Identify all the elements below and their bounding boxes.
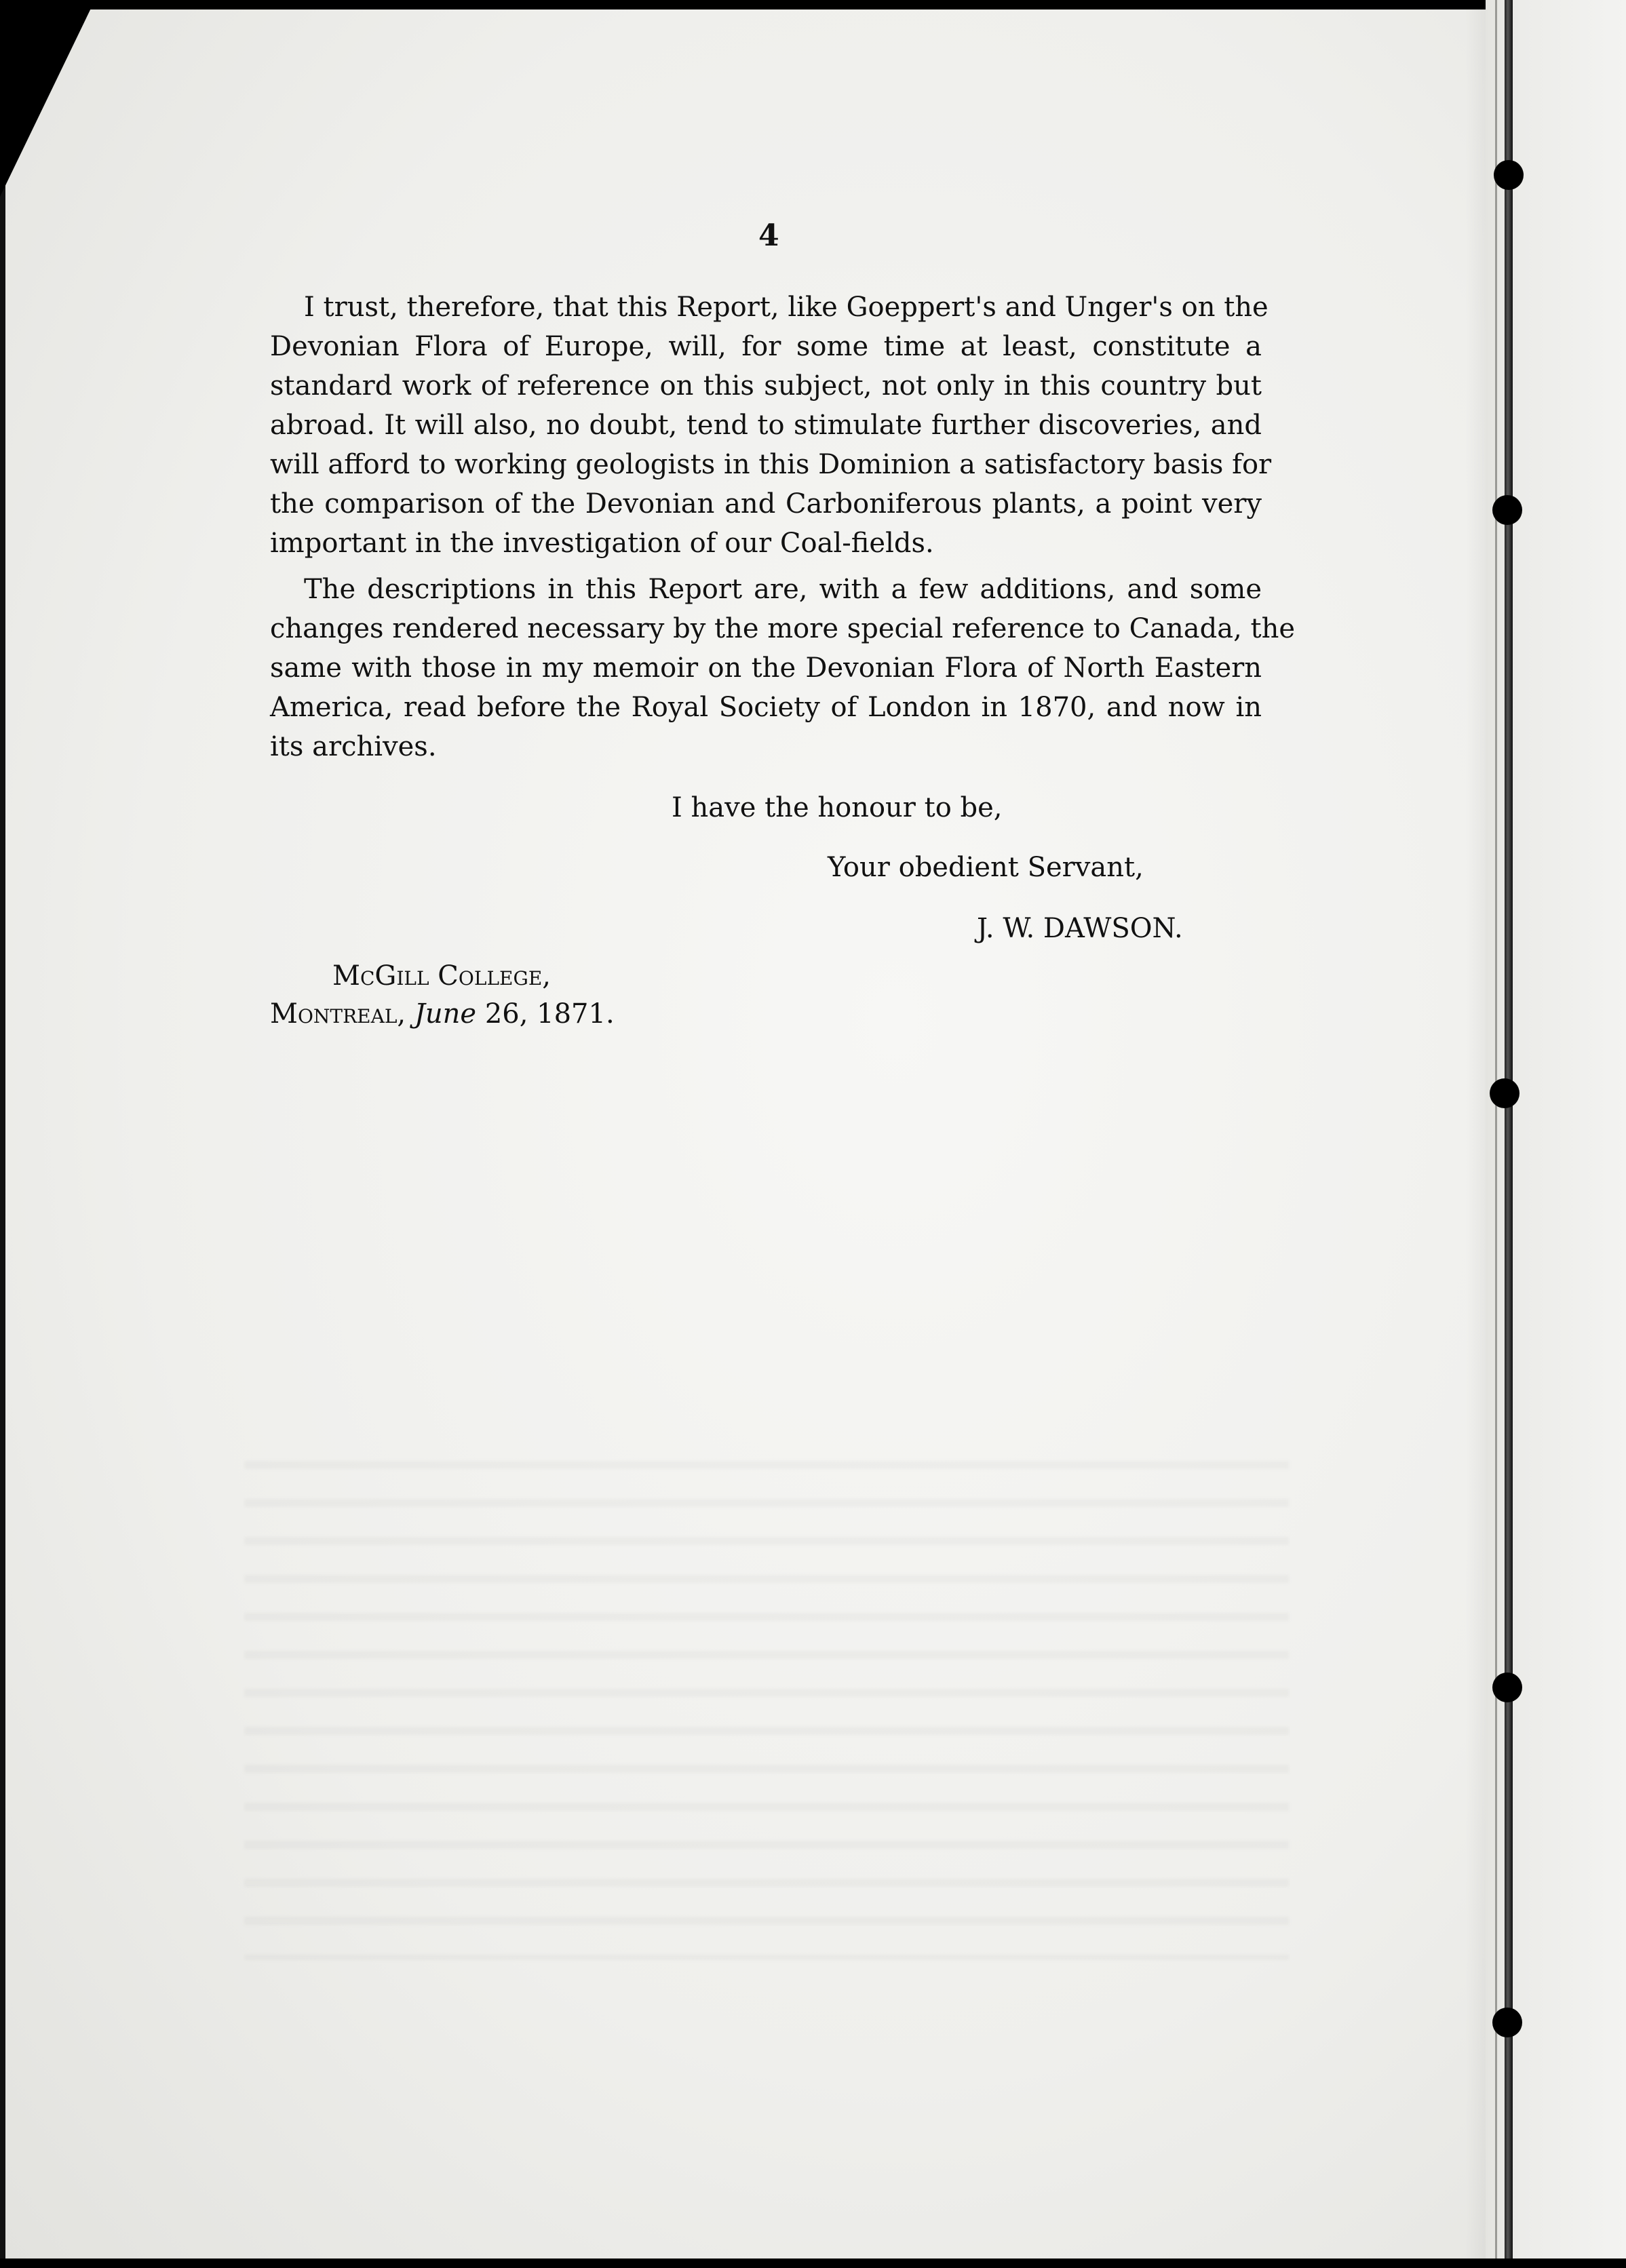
- scan-edge-left: [0, 0, 5, 2268]
- city: Montreal,: [270, 998, 406, 1030]
- paragraph-line: important in the investigation of our Coal-fields.: [270, 528, 934, 559]
- paragraph-line: will afford to working geologists in this Dominion a satisfactory basis for: [270, 449, 1272, 480]
- paragraph-line: Devonian Flora of Europe, will, for some time at least, constitute a: [270, 331, 1262, 362]
- paragraph-line: the comparison of the Devonian and Carboniferous plants, a point very: [270, 488, 1262, 520]
- institution: McGill College,: [332, 960, 551, 992]
- binding-stitch: [1494, 160, 1524, 190]
- paragraph-line: I trust, therefore, that this Report, like Goeppert's and Unger's on the: [304, 292, 1269, 323]
- paragraph-line: changes rendered necessary by the more special reference to Canada, the: [270, 613, 1296, 644]
- binding-stitch: [1492, 495, 1522, 525]
- date-month: June: [414, 998, 477, 1030]
- paragraph-line: standard work of reference on this subject, not only in this country but: [270, 370, 1262, 402]
- signature: J. W. DAWSON.: [977, 913, 1183, 944]
- date-day-year: 26, 1871.: [484, 998, 615, 1030]
- binding-edge: [1495, 0, 1497, 2268]
- binding-stitch: [1492, 2008, 1522, 2037]
- paragraph-line: its archives.: [270, 731, 437, 762]
- place-date: [270, 998, 615, 1030]
- scan-corner-dark: [0, 0, 95, 197]
- bleed-through-text: [244, 1431, 1289, 1960]
- paragraph-line: America, read before the Royal Society of London in 1870, and now in: [270, 692, 1262, 723]
- closing-servant: Your obedient Servant,: [828, 852, 1144, 883]
- paragraph-line: abroad. It will also, no doubt, tend to stimulate further discoveries, and: [270, 410, 1262, 441]
- binding-stitch: [1490, 1078, 1519, 1108]
- page-number: 4: [758, 218, 779, 253]
- scan-edge-top: [0, 0, 1626, 9]
- paragraph-line: The descriptions in this Report are, with a few additions, and some: [304, 574, 1262, 605]
- scan-edge-bottom: [0, 2259, 1626, 2268]
- closing-salutation: I have the honour to be,: [672, 792, 1003, 823]
- paragraph-line: same with those in my memoir on the Devonian Flora of North Eastern: [270, 652, 1262, 684]
- binding-stitch: [1492, 1673, 1522, 1702]
- binding-line: [1505, 0, 1513, 2268]
